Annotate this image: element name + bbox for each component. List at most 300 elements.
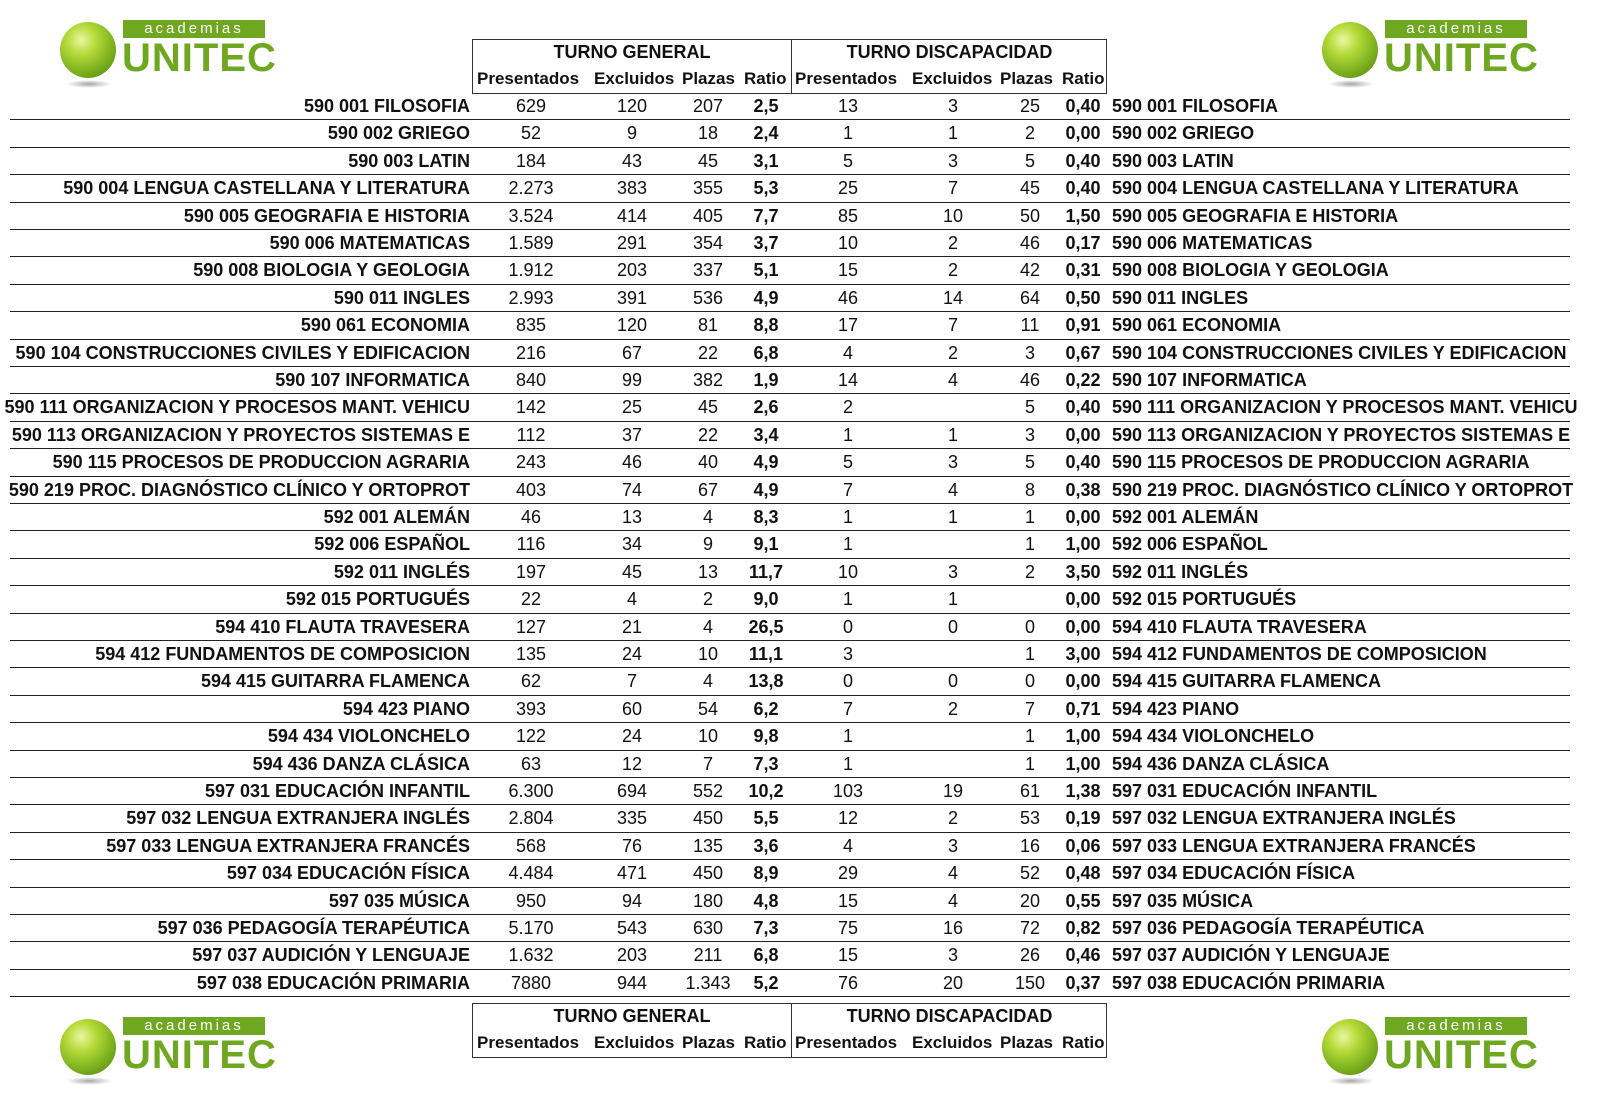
discapacidad-plazas-cell: 5 [1024, 452, 1035, 473]
discapacidad-excluidos-cell: 2 [947, 342, 958, 363]
general-presentados-cell: 4.484 [508, 863, 554, 884]
discapacidad-plazas-cell: 5 [1024, 150, 1035, 171]
table-row [0, 833, 1600, 860]
general-plazas-cell: 450 [692, 863, 724, 884]
specialty-name-left: 590 011 INGLES [333, 287, 470, 308]
general-ratio-cell: 2,5 [753, 96, 779, 116]
general-excluidos-cell: 471 [616, 863, 648, 884]
discapacidad-plazas-cell: 50 [1019, 205, 1041, 226]
specialty-name-left: 592 011 INGLÉS [333, 561, 470, 582]
general-ratio-cell: 6,8 [753, 342, 779, 363]
table-row [0, 175, 1600, 202]
discapacidad-plazas-cell: 20 [1019, 890, 1041, 911]
specialty-name-left: 590 001 FILOSOFIA [303, 96, 470, 116]
group-title-discapacidad: TURNO DISCAPACIDAD [846, 42, 1053, 62]
general-presentados-cell: 135 [515, 644, 547, 664]
discapacidad-ratio-cell: 0,67 [1065, 342, 1101, 363]
discapacidad-excluidos-cell: 3 [947, 835, 958, 856]
col-header-plazas: Plazas [1000, 1033, 1053, 1052]
table-row [0, 586, 1600, 613]
discapacidad-presentados-cell: 15 [837, 945, 859, 966]
specialty-name-left: 597 035 MÚSICA [328, 890, 470, 911]
general-presentados-cell: 127 [515, 616, 547, 637]
general-plazas-cell: 630 [692, 918, 724, 938]
table-row [0, 148, 1600, 175]
discapacidad-excluidos-cell: 1 [947, 424, 958, 445]
table-row [0, 942, 1600, 969]
general-excluidos-cell: 46 [621, 452, 643, 473]
specialty-name-right: 594 412 FUNDAMENTOS DE COMPOSICION [1112, 644, 1487, 664]
specialty-name-left: 597 038 EDUCACIÓN PRIMARIA [196, 972, 470, 993]
general-plazas-cell: 40 [697, 452, 719, 473]
general-plazas-cell: 9 [702, 534, 713, 555]
general-plazas-cell: 4 [702, 507, 713, 527]
general-excluidos-cell: 4 [626, 589, 637, 610]
general-ratio-cell: 4,9 [753, 452, 779, 473]
specialty-name-left: 590 008 BIOLOGIA Y GEOLOGIA [193, 260, 470, 281]
discapacidad-ratio-cell: 0,17 [1065, 233, 1101, 253]
discapacidad-excluidos-cell: 19 [942, 781, 964, 801]
col-header-presentados: Presentados [477, 69, 580, 88]
discapacidad-presentados-cell: 3 [842, 644, 853, 664]
discapacidad-ratio-cell: 3,50 [1065, 561, 1101, 582]
specialty-name-left: 590 219 PROC. DIAGNÓSTICO CLÍNICO Y ORTOPROT [8, 479, 470, 500]
discapacidad-ratio-cell: 0,71 [1065, 698, 1101, 719]
general-excluidos-cell: 60 [621, 698, 643, 719]
general-ratio-cell: 8,9 [753, 863, 779, 884]
table-row [0, 257, 1600, 284]
table-row [0, 915, 1600, 942]
general-plazas-cell: 10 [697, 726, 719, 747]
general-plazas-cell: 22 [697, 342, 719, 363]
general-ratio-cell: 3,6 [753, 835, 779, 856]
general-plazas-cell: 22 [697, 424, 719, 445]
discapacidad-plazas-cell: 46 [1019, 370, 1041, 390]
general-excluidos-cell: 391 [616, 287, 648, 308]
specialty-name-right: 590 107 INFORMATICA [1112, 370, 1307, 390]
discapacidad-ratio-cell: 0,31 [1065, 260, 1101, 281]
general-presentados-cell: 3.524 [508, 205, 554, 226]
logo-wordmark: UNITEC [1384, 1033, 1539, 1077]
discapacidad-ratio-cell: 0,00 [1065, 589, 1101, 610]
col-header-excluidos: Excluidos [594, 1033, 675, 1052]
general-plazas-cell: 18 [697, 123, 719, 144]
specialty-name-left: 590 061 ECONOMIA [300, 315, 470, 336]
col-header-presentados: Presentados [795, 1033, 898, 1052]
general-ratio-cell: 9,8 [753, 726, 779, 747]
discapacidad-excluidos-cell: 14 [942, 287, 964, 308]
discapacidad-presentados-cell: 1 [842, 123, 853, 144]
general-plazas-cell: 180 [692, 890, 724, 911]
discapacidad-presentados-cell: 1 [842, 424, 853, 445]
specialty-name-right: 592 015 PORTUGUÉS [1112, 589, 1297, 610]
specialty-name-left: 590 003 LATIN [348, 150, 470, 171]
general-excluidos-cell: 120 [616, 96, 648, 116]
discapacidad-excluidos-cell: 4 [947, 863, 958, 884]
specialty-name-right: 590 003 LATIN [1112, 150, 1234, 171]
specialty-name-right: 594 434 VIOLONCHELO [1112, 726, 1315, 747]
table-row [0, 614, 1600, 641]
specialty-name-left: 597 032 LENGUA EXTRANJERA INGLÉS [126, 808, 470, 829]
logo-tagline: academias [123, 1017, 265, 1035]
discapacidad-excluidos-cell: 1 [947, 589, 958, 610]
general-excluidos-cell: 12 [621, 753, 643, 774]
general-plazas-cell: 207 [692, 96, 724, 116]
table-row [0, 805, 1600, 832]
unitec-logo [60, 18, 290, 90]
discapacidad-excluidos-cell: 4 [947, 890, 958, 911]
discapacidad-plazas-cell: 0 [1024, 671, 1035, 692]
discapacidad-excluidos-cell: 3 [947, 945, 958, 966]
discapacidad-ratio-cell: 0,82 [1065, 918, 1101, 938]
discapacidad-ratio-cell: 0,40 [1065, 178, 1101, 199]
discapacidad-ratio-cell: 0,19 [1065, 808, 1101, 829]
general-excluidos-cell: 13 [621, 507, 643, 527]
general-excluidos-cell: 37 [621, 424, 643, 445]
general-ratio-cell: 1,9 [753, 370, 779, 390]
specialty-name-right: 590 011 INGLES [1112, 287, 1249, 308]
general-ratio-cell: 11,1 [748, 644, 784, 664]
discapacidad-presentados-cell: 1 [842, 534, 853, 555]
discapacidad-ratio-cell: 0,06 [1065, 835, 1101, 856]
discapacidad-presentados-cell: 2 [842, 397, 853, 418]
table-row [0, 504, 1600, 531]
discapacidad-plazas-cell: 1 [1024, 507, 1035, 527]
unitec-logo [60, 1015, 290, 1087]
specialty-name-right: 590 104 CONSTRUCCIONES CIVILES Y EDIFICACION [1112, 342, 1567, 363]
discapacidad-ratio-cell: 1,00 [1065, 726, 1101, 747]
general-ratio-cell: 2,6 [753, 397, 779, 418]
general-excluidos-cell: 67 [621, 342, 643, 363]
specialty-name-right: 592 001 ALEMÁN [1112, 507, 1259, 527]
general-presentados-cell: 1.912 [508, 260, 554, 281]
discapacidad-presentados-cell: 1 [842, 726, 853, 747]
discapacidad-ratio-cell: 0,00 [1065, 616, 1101, 637]
specialty-name-right: 590 111 ORGANIZACION Y PROCESOS MANT. VEHICU [1112, 397, 1578, 418]
general-plazas-cell: 337 [692, 260, 724, 281]
discapacidad-plazas-cell: 61 [1019, 781, 1041, 801]
general-plazas-cell: 54 [697, 698, 719, 719]
discapacidad-plazas-cell: 2 [1024, 123, 1035, 144]
discapacidad-ratio-cell: 0,46 [1065, 945, 1101, 966]
general-excluidos-cell: 25 [621, 397, 643, 418]
discapacidad-presentados-cell: 14 [837, 370, 859, 390]
general-excluidos-cell: 335 [616, 808, 648, 829]
general-presentados-cell: 243 [515, 452, 547, 473]
group-title-discapacidad: TURNO DISCAPACIDAD [846, 1006, 1053, 1026]
specialty-name-right: 592 006 ESPAÑOL [1112, 534, 1268, 555]
col-header-ratio: Ratio [744, 1033, 787, 1052]
discapacidad-excluidos-cell: 16 [942, 918, 964, 938]
general-presentados-cell: 835 [515, 315, 547, 336]
specialty-name-left: 590 005 GEOGRAFIA E HISTORIA [183, 205, 470, 226]
general-presentados-cell: 116 [516, 534, 546, 555]
general-ratio-cell: 4,8 [753, 890, 779, 911]
logo-wordmark: UNITEC [122, 1033, 277, 1077]
specialty-name-left: 590 006 MATEMATICAS [269, 233, 470, 253]
general-presentados-cell: 393 [515, 698, 547, 719]
table-row [0, 559, 1600, 586]
discapacidad-plazas-cell: 45 [1019, 178, 1041, 199]
table-row [0, 641, 1600, 668]
discapacidad-excluidos-cell: 2 [947, 260, 958, 281]
discapacidad-excluidos-cell: 2 [947, 808, 958, 829]
discapacidad-excluidos-cell: 4 [947, 479, 958, 500]
general-excluidos-cell: 414 [616, 205, 648, 226]
discapacidad-plazas-cell: 7 [1024, 698, 1035, 719]
discapacidad-plazas-cell: 3 [1024, 342, 1035, 363]
table-row [0, 860, 1600, 887]
discapacidad-presentados-cell: 0 [842, 616, 853, 637]
table-header-bottom [472, 1003, 1107, 1058]
discapacidad-plazas-cell: 26 [1019, 945, 1041, 966]
general-ratio-cell: 5,2 [753, 972, 779, 993]
specialty-name-right: 590 004 LENGUA CASTELLANA Y LITERATURA [1112, 178, 1519, 199]
general-ratio-cell: 8,8 [753, 315, 779, 336]
logo-wordmark: UNITEC [122, 36, 277, 80]
general-excluidos-cell: 21 [621, 616, 643, 637]
discapacidad-plazas-cell: 1 [1024, 753, 1035, 774]
logo-tagline: academias [1385, 20, 1527, 38]
general-ratio-cell: 4,9 [753, 479, 779, 500]
discapacidad-ratio-cell: 1,00 [1065, 753, 1101, 774]
logo-wordmark: UNITEC [1384, 36, 1539, 80]
specialty-name-left: 590 107 INFORMATICA [275, 370, 470, 390]
general-excluidos-cell: 45 [621, 561, 643, 582]
discapacidad-plazas-cell: 53 [1019, 808, 1041, 829]
discapacidad-presentados-cell: 5 [842, 150, 853, 171]
general-plazas-cell: 45 [697, 150, 719, 171]
general-ratio-cell: 3,4 [753, 424, 779, 445]
general-presentados-cell: 216 [515, 342, 547, 363]
discapacidad-presentados-cell: 13 [837, 96, 859, 116]
specialty-name-left: 590 115 PROCESOS DE PRODUCCION AGRARIA [52, 452, 470, 473]
col-header-plazas: Plazas [1000, 69, 1053, 88]
general-presentados-cell: 46 [520, 507, 542, 527]
discapacidad-ratio-cell: 0,50 [1065, 287, 1101, 308]
discapacidad-excluidos-cell: 7 [947, 178, 958, 199]
discapacidad-plazas-cell: 8 [1024, 479, 1035, 500]
discapacidad-plazas-cell: 42 [1019, 260, 1041, 281]
specialty-name-left: 594 423 PIANO [342, 698, 470, 719]
discapacidad-excluidos-cell: 3 [947, 561, 958, 582]
discapacidad-ratio-cell: 0,22 [1065, 370, 1101, 390]
discapacidad-ratio-cell: 0,00 [1065, 424, 1101, 445]
general-excluidos-cell: 694 [616, 781, 648, 801]
discapacidad-plazas-cell: 16 [1019, 835, 1041, 856]
specialty-name-left: 594 415 GUITARRA FLAMENCA [200, 671, 470, 692]
discapacidad-presentados-cell: 0 [842, 671, 853, 692]
general-plazas-cell: 4 [702, 671, 713, 692]
general-plazas-cell: 405 [692, 205, 724, 226]
general-presentados-cell: 5.170 [508, 918, 554, 938]
general-presentados-cell: 2.993 [508, 287, 554, 308]
general-presentados-cell: 142 [515, 397, 547, 418]
general-plazas-cell: 10 [697, 644, 719, 664]
table-row [0, 531, 1600, 558]
specialty-name-right: 590 002 GRIEGO [1112, 123, 1255, 144]
specialty-name-left: 590 002 GRIEGO [327, 123, 470, 144]
col-header-ratio: Ratio [744, 69, 787, 88]
general-ratio-cell: 5,5 [753, 808, 779, 829]
table-row [0, 203, 1600, 230]
specialty-name-right: 590 219 PROC. DIAGNÓSTICO CLÍNICO Y ORTOPROT [1112, 479, 1574, 500]
general-excluidos-cell: 120 [616, 315, 648, 336]
table-row [0, 285, 1600, 312]
discapacidad-excluidos-cell: 3 [947, 150, 958, 171]
discapacidad-plazas-cell: 52 [1019, 863, 1041, 884]
general-ratio-cell: 26,5 [748, 616, 784, 637]
discapacidad-presentados-cell: 12 [837, 808, 859, 829]
logo-sphere-icon [1322, 22, 1378, 78]
general-ratio-cell: 7,3 [753, 918, 779, 938]
table-row [0, 668, 1600, 695]
table-row [0, 340, 1600, 367]
discapacidad-presentados-cell: 25 [837, 178, 859, 199]
general-presentados-cell: 950 [515, 890, 547, 911]
general-ratio-cell: 7,3 [753, 753, 779, 774]
general-ratio-cell: 5,3 [753, 178, 779, 199]
general-presentados-cell: 197 [515, 561, 547, 582]
specialty-name-right: 592 011 INGLÉS [1112, 561, 1249, 582]
specialty-name-right: 590 008 BIOLOGIA Y GEOLOGIA [1112, 260, 1389, 281]
general-ratio-cell: 6,2 [753, 698, 779, 719]
specialty-name-left: 594 436 DANZA CLÁSICA [252, 753, 470, 774]
group-title-general: TURNO GENERAL [553, 1006, 711, 1026]
discapacidad-plazas-cell: 3 [1024, 424, 1035, 445]
discapacidad-excluidos-cell: 0 [947, 616, 958, 637]
discapacidad-excluidos-cell: 2 [947, 698, 958, 719]
general-ratio-cell: 7,7 [753, 205, 779, 226]
specialty-name-right: 597 031 EDUCACIÓN INFANTIL [1112, 781, 1378, 801]
discapacidad-excluidos-cell: 20 [942, 972, 964, 993]
specialty-name-left: 590 004 LENGUA CASTELLANA Y LITERATURA [63, 178, 470, 199]
general-plazas-cell: 450 [692, 808, 724, 829]
specialty-name-right: 597 034 EDUCACIÓN FÍSICA [1112, 863, 1356, 884]
discapacidad-plazas-cell: 0 [1024, 616, 1035, 637]
discapacidad-ratio-cell: 0,40 [1065, 96, 1101, 116]
discapacidad-presentados-cell: 7 [842, 479, 853, 500]
general-presentados-cell: 62 [520, 671, 542, 692]
general-plazas-cell: 355 [692, 178, 724, 199]
general-plazas-cell: 2 [702, 589, 713, 610]
specialty-name-left: 594 434 VIOLONCHELO [267, 726, 470, 747]
discapacidad-presentados-cell: 15 [837, 260, 859, 281]
general-plazas-cell: 7 [702, 753, 713, 774]
general-excluidos-cell: 203 [616, 945, 648, 966]
discapacidad-plazas-cell: 150 [1014, 972, 1046, 993]
specialty-name-right: 597 033 LENGUA EXTRANJERA FRANCÉS [1112, 835, 1476, 856]
specialty-name-right: 597 035 MÚSICA [1112, 890, 1254, 911]
discapacidad-ratio-cell: 1,50 [1065, 205, 1101, 226]
general-excluidos-cell: 9 [626, 123, 637, 144]
discapacidad-ratio-cell: 0,40 [1065, 452, 1101, 473]
general-ratio-cell: 2,4 [753, 123, 779, 144]
discapacidad-ratio-cell: 0,48 [1065, 863, 1101, 884]
discapacidad-excluidos-cell: 0 [947, 671, 958, 692]
table-row [0, 778, 1600, 805]
table-row [0, 312, 1600, 339]
discapacidad-plazas-cell: 5 [1024, 397, 1035, 418]
table-row [0, 477, 1600, 504]
general-plazas-cell: 67 [697, 479, 719, 500]
general-presentados-cell: 7880 [510, 972, 552, 993]
general-ratio-cell: 11,7 [748, 561, 784, 582]
specialty-name-right: 590 113 ORGANIZACION Y PROYECTOS SISTEMAS E [1112, 424, 1571, 445]
discapacidad-presentados-cell: 4 [842, 342, 853, 363]
general-plazas-cell: 382 [692, 370, 724, 390]
unitec-logo [1322, 1015, 1552, 1087]
discapacidad-presentados-cell: 17 [837, 315, 859, 336]
table-row [0, 888, 1600, 915]
specialty-name-right: 594 410 FLAUTA TRAVESERA [1112, 616, 1367, 637]
general-ratio-cell: 8,3 [753, 507, 779, 527]
general-excluidos-cell: 543 [616, 918, 648, 938]
specialty-name-right: 590 061 ECONOMIA [1112, 315, 1282, 336]
specialty-name-left: 597 033 LENGUA EXTRANJERA FRANCÉS [106, 835, 470, 856]
general-excluidos-cell: 43 [621, 150, 643, 171]
general-plazas-cell: 81 [697, 315, 719, 336]
general-plazas-cell: 4 [702, 616, 713, 637]
logo-tagline: academias [123, 20, 265, 38]
specialty-name-left: 597 036 PEDAGOGÍA TERAPÉUTICA [157, 918, 470, 938]
general-ratio-cell: 10,2 [748, 781, 784, 801]
logo-sphere-icon [1322, 1019, 1378, 1075]
discapacidad-ratio-cell: 0,00 [1065, 671, 1101, 692]
general-ratio-cell: 13,8 [748, 671, 784, 692]
table-row [0, 422, 1600, 449]
table-row [0, 230, 1600, 257]
discapacidad-excluidos-cell: 7 [947, 315, 958, 336]
logo-sphere-icon [60, 22, 116, 78]
general-plazas-cell: 536 [692, 287, 724, 308]
col-header-excluidos: Excluidos [912, 1033, 993, 1052]
specialty-name-right: 590 005 GEOGRAFIA E HISTORIA [1112, 205, 1399, 226]
discapacidad-ratio-cell: 0,91 [1065, 315, 1101, 336]
discapacidad-excluidos-cell: 4 [947, 370, 958, 390]
discapacidad-ratio-cell: 0,40 [1065, 397, 1101, 418]
specialty-name-left: 594 412 FUNDAMENTOS DE COMPOSICION [95, 644, 470, 664]
discapacidad-plazas-cell: 1 [1024, 644, 1035, 664]
discapacidad-presentados-cell: 1 [842, 507, 853, 527]
general-ratio-cell: 4,9 [753, 287, 779, 308]
col-header-excluidos: Excluidos [912, 69, 993, 88]
discapacidad-excluidos-cell: 3 [947, 96, 958, 116]
general-excluidos-cell: 99 [621, 370, 643, 390]
general-presentados-cell: 629 [515, 96, 547, 116]
specialty-name-left: 594 410 FLAUTA TRAVESERA [215, 616, 470, 637]
general-excluidos-cell: 944 [616, 972, 648, 993]
table-header-top [472, 39, 1107, 94]
specialty-name-right: 597 032 LENGUA EXTRANJERA INGLÉS [1112, 808, 1456, 829]
general-plazas-cell: 211 [693, 945, 723, 966]
general-ratio-cell: 3,1 [753, 150, 779, 171]
logo-tagline: academias [1385, 1017, 1527, 1035]
discapacidad-presentados-cell: 29 [837, 863, 859, 884]
specialty-name-left: 592 001 ALEMÁN [323, 507, 470, 527]
discapacidad-presentados-cell: 76 [837, 972, 859, 993]
general-ratio-cell: 6,8 [753, 945, 779, 966]
specialty-name-right: 597 037 AUDICIÓN Y LENGUAJE [1112, 945, 1390, 966]
general-presentados-cell: 122 [515, 726, 547, 747]
discapacidad-ratio-cell: 0,55 [1065, 890, 1101, 911]
discapacidad-plazas-cell: 1 [1024, 726, 1035, 747]
col-header-ratio: Ratio [1062, 69, 1105, 88]
specialty-name-left: 597 034 EDUCACIÓN FÍSICA [226, 863, 470, 884]
specialty-name-right: 590 006 MATEMATICAS [1112, 233, 1313, 253]
discapacidad-plazas-cell: 11 [1020, 315, 1040, 336]
general-plazas-cell: 13 [697, 561, 719, 582]
